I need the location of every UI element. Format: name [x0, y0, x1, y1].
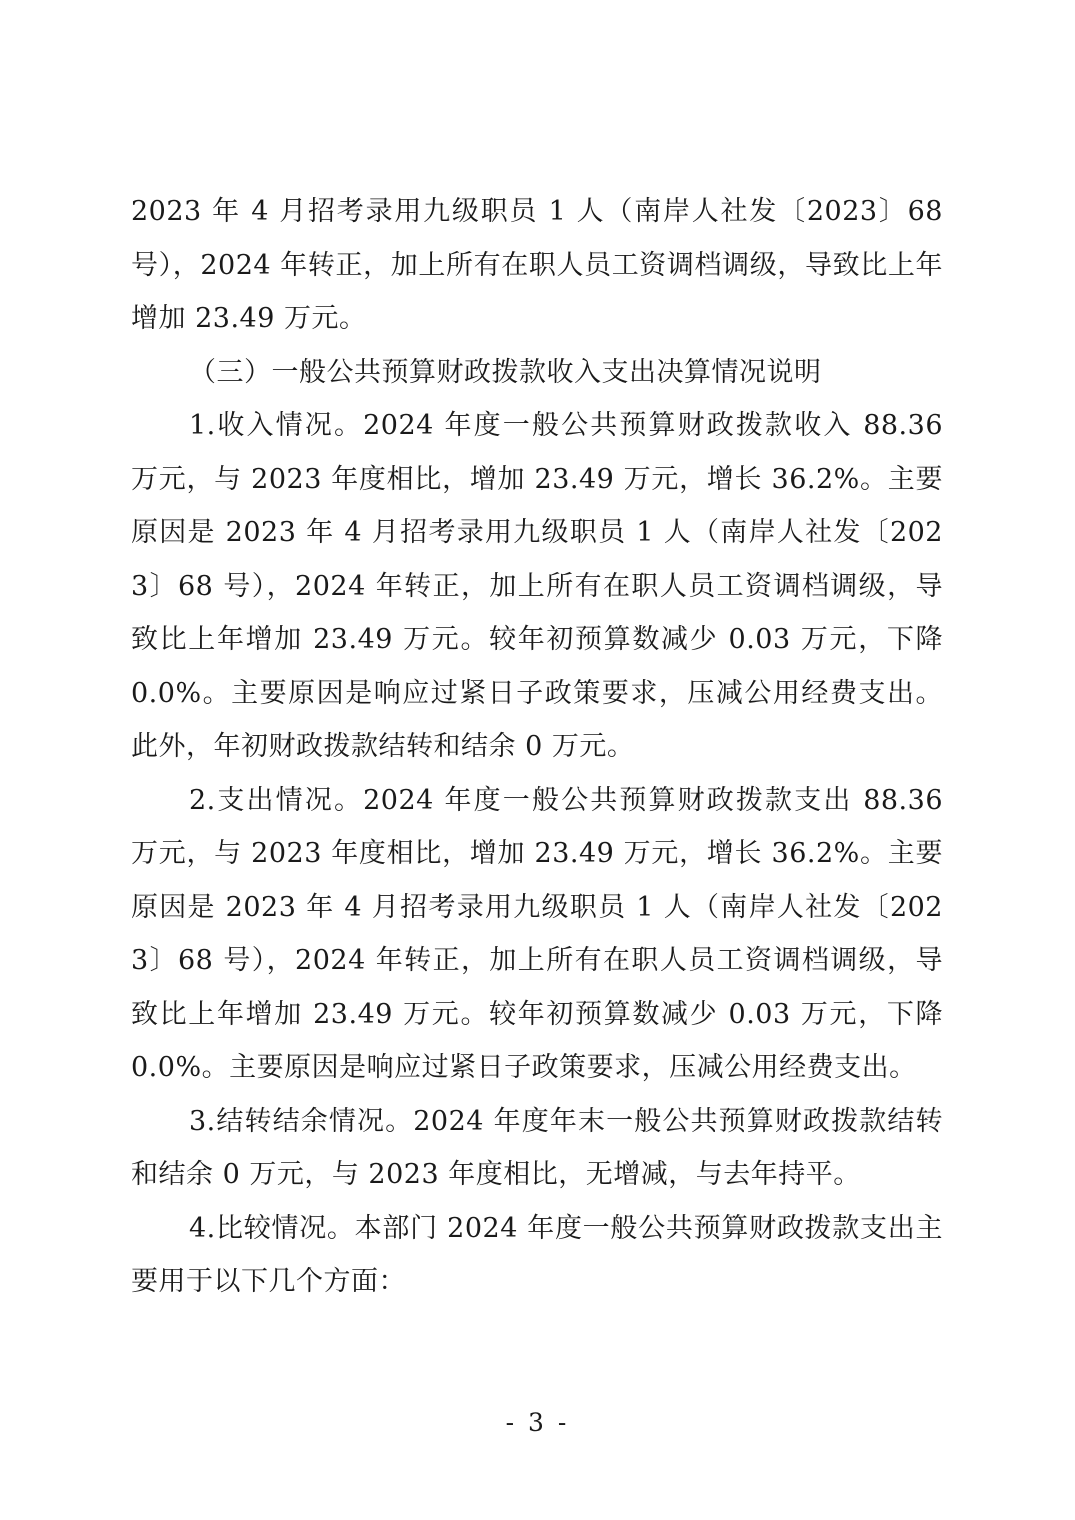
- paragraph-comparison: 4.比较情况。本部门 2024 年度一般公共预算财政拨款支出主要用于以下几个方面：: [131, 1212, 943, 1297]
- document-body: [131, 185, 943, 1309]
- paragraph-income: 1.收入情况。2024 年度一般公共预算财政拨款收入 88.36 万元，与 2023 年度相比，增加 23.49 万元，增长 36.2%。主要原因是 2023 年 4 月招考录用九级职员 1 人（南岸人社发〔2023〕68 号），2024 年转正，加上所有在职人员工资调档调级，导致比上年增加 23.49 万元。较年初预算数减少 0.03 万元，下降 0.0%。主要原因是响应过紧日子政策要求，压减公用经费支出。此外，年初财政拨款结转和结余 0 万元。: [131, 410, 943, 762]
- section-heading: （三）一般公共预算财政拨款收入支出决算情况说明: [189, 356, 822, 388]
- paragraph-carryover: 3.结转结余情况。2024 年度年末一般公共预算财政拨款结转和结余 0 万元，与 2023 年度相比，无增减，与去年持平。: [131, 1105, 943, 1190]
- page-number: - 3 -: [505, 1408, 570, 1437]
- paragraph-continuation: 2023 年 4 月招考录用九级职员 1 人（南岸人社发〔2023〕68 号），2024 年转正，加上所有在职人员工资调档调级，导致比上年增加 23.49 万元。: [131, 196, 943, 334]
- paragraph-expenditure: 2.支出情况。2024 年度一般公共预算财政拨款支出 88.36 万元，与 2023 年度相比，增加 23.49 万元，增长 36.2%。主要原因是 2023 年 4 月招考录用九级职员 1 人（南岸人社发〔2023〕68 号），2024 年转正，加上所有在职人员工资调档调级，导致比上年增加 23.49 万元。较年初预算数减少 0.03 万元，下降 0.0%。主要原因是响应过紧日子政策要求，压减公用经费支出。: [131, 784, 943, 1083]
